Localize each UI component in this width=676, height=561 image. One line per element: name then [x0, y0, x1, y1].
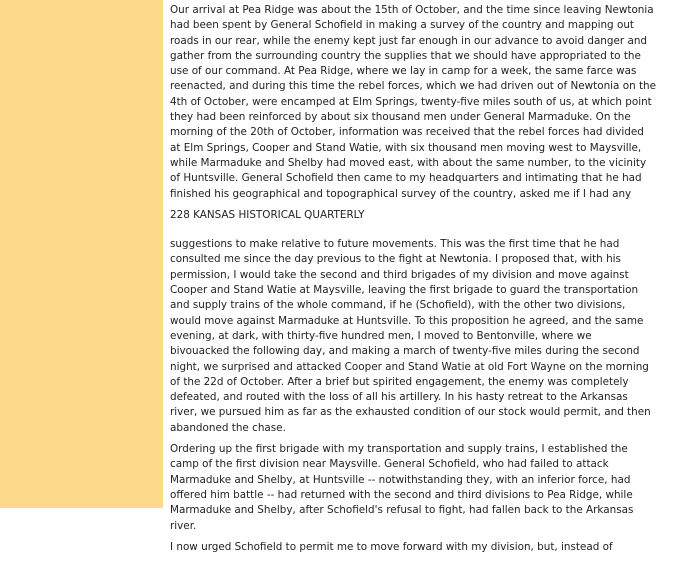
text-line: bivouacked the following day, and making a march of twenty-five miles during the second	[170, 345, 640, 358]
text-line: at Elm Springs, Cooper and Stand Watie, with six thousand men moving west to Maysville,	[170, 141, 642, 154]
text-line: night, we surprised and attacked Cooper and Stand Watie at old Fort Wayne on the morning	[170, 360, 649, 373]
text-line: 4th of October, were encamped at Elm Springs, twenty-five miles south of us, at which point	[170, 95, 652, 108]
paragraph-4	[170, 540, 674, 555]
text-line: suggestions to make relative to future movements. This was the first time that he had	[170, 238, 620, 251]
text-line: river, we pursued him as far as the exhausted condition of our stock would permit, and then	[170, 406, 651, 419]
paragraph-3	[170, 442, 674, 534]
text-line: gather from the surrounding country the supplies that we should have appropriated to the	[170, 49, 641, 62]
text-line: and supply trains of the whole command, if he (Schofield), with the other two divisions,	[170, 299, 626, 312]
text-line: evening, at dark, with thirty-five hundred men, I moved to Bentonville, where we	[170, 329, 592, 342]
text-line: permission, I would take the second and third brigades of my division and move against	[170, 268, 629, 281]
text-line: Our arrival at Pea Ridge was about the 15th of October, and the time since leaving Newtonia	[170, 4, 654, 16]
text-line: I now urged Schofield to permit me to move forward with my division, but, instead of	[170, 540, 613, 553]
text-line: camp of the first division near Maysville. General Schofield, who had failed to attack	[170, 458, 609, 471]
text-line: Marmaduke and Shelby, at Huntsville -- notwithstanding they, with an inferior force, had	[170, 473, 631, 486]
text-line: roads in our rear, while the enemy kept just far enough in our advance to avoid danger and	[170, 34, 648, 47]
text-line: would move against Marmaduke at Huntsville. To this proposition he agreed, and the same	[170, 314, 644, 327]
paragraph-2	[170, 237, 674, 436]
text-line: river.	[170, 519, 197, 532]
text-line: morning of the 20th of October, information was received that the rebel forces had divided	[170, 126, 644, 139]
left-sidebar	[0, 0, 163, 508]
text-line: finished his geographical and topographical survey of the country, asked me if I had any	[170, 187, 632, 200]
text-line: consulted me since the day previous to the fight at Newtonia. I proposed that, with his	[170, 253, 621, 266]
text-line: offered him battle -- had returned with the second and third divisions to Pea Ridge, while	[170, 488, 633, 501]
document-text	[170, 3, 674, 561]
text-line: defeated, and routed with the loss of all his artillery. In his hasty retreat to the Arkansas	[170, 391, 628, 404]
content-area	[163, 0, 676, 553]
running-head: 228 KANSAS HISTORICAL QUARTERLY	[170, 208, 365, 221]
text-line: had been spent by General Schofield in making a survey of the country and mapping out	[170, 19, 634, 32]
text-line: reenacted, and during this time the rebel forces, which we had driven out of Newtonia on the	[170, 80, 657, 93]
text-line: Ordering up the first brigade with my transportation and supply trains, I established the	[170, 443, 628, 456]
paragraph-1	[170, 3, 674, 202]
text-line: abandoned the chase.	[170, 421, 286, 434]
text-line: of the 22d of October. After a brief but spirited engagement, the enemy was completely	[170, 375, 629, 388]
text-line: of Huntsville. General Schofield then came to my headquarters and intimating that he had	[170, 172, 642, 185]
text-line: while Marmaduke and Shelby had moved east, with about the same number, to the vicinity	[170, 156, 647, 169]
text-line: Cooper and Stand Watie at Maysville, leaving the first brigade to guard the transportation	[170, 284, 639, 297]
text-line: they had been reinforced by about six thousand men under General Marmaduke. On the	[170, 111, 631, 124]
text-line: Marmaduke and Shelby, after Schofield's refusal to fight, had fallen back to the Arkansas	[170, 504, 634, 517]
text-line: use of our command. At Pea Ridge, where we lay in camp for a week, the same farce was	[170, 65, 637, 78]
